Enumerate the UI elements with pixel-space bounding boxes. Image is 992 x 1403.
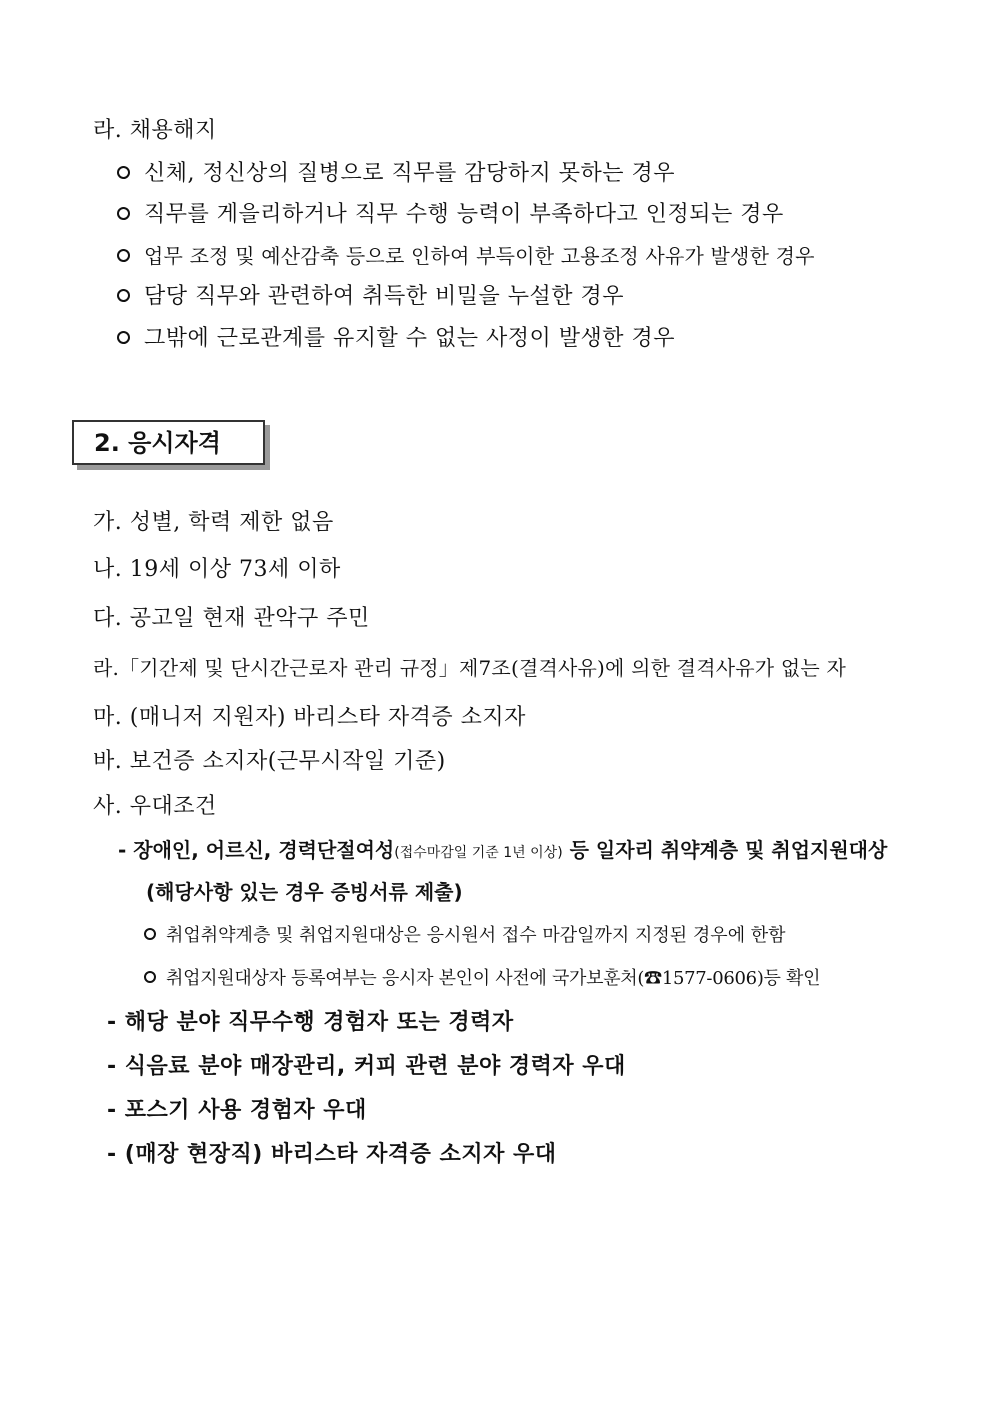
qualification-item: 사. 우대조건 — [93, 794, 217, 819]
preference-main-cont: (해당사항 있는 경우 증빙서류 제출) — [146, 880, 463, 904]
preference-sub-item: 취업지원대상자 등록여부는 응시자 본인이 사전에 국가보훈처(☎1577-0606)등 확인 — [144, 964, 820, 994]
termination-item: 신체, 정신상의 질병으로 직무를 감당하지 못하는 경우 — [117, 159, 675, 189]
termination-item: 직무를 게을리하거나 직무 수행 능력이 부족하다고 인정되는 경우 — [117, 200, 784, 230]
bullet-circle-icon — [144, 971, 156, 983]
termination-heading: 라. 채용해지 — [93, 118, 217, 143]
termination-item: 담당 직무와 관련하여 취득한 비밀을 누설한 경우 — [117, 282, 624, 312]
preference-extra-item: - 식음료 분야 매장관리, 커피 관련 분야 경력자 우대 — [107, 1054, 626, 1079]
preference-extra-item: - 포스기 사용 경험자 우대 — [107, 1098, 367, 1123]
termination-item: 업무 조정 및 예산감축 등으로 인하여 부득이한 고용조정 사유가 발생한 경우 — [117, 241, 815, 271]
qualification-item: 가. 성별, 학력 제한 없음 — [93, 510, 334, 535]
bullet-circle-icon — [117, 166, 130, 179]
qualification-item: 바. 보건증 소지자(근무시작일 기준) — [93, 749, 446, 774]
bullet-circle-icon — [117, 249, 130, 262]
qualification-item: 다. 공고일 현재 관악구 주민 — [93, 606, 370, 631]
preference-extra-item: - 해당 분야 직무수행 경험자 또는 경력자 — [107, 1010, 514, 1035]
preference-main: - 장애인, 어르신, 경력단절여성(접수마감일 기준 1년 이상) 등 일자리 취약계층 및 취업지원대상 — [118, 838, 888, 862]
bullet-circle-icon — [117, 331, 130, 344]
bullet-circle-icon — [144, 928, 156, 940]
bullet-circle-icon — [117, 207, 130, 220]
qualification-item: 라.「기간제 및 단시간근로자 관리 규정」제7조(결격사유)에 의한 결격사유가 없는 자 — [93, 656, 846, 680]
termination-item: 그밖에 근로관계를 유지할 수 없는 사정이 발생한 경우 — [117, 324, 675, 354]
preference-sub-item: 취업취약계층 및 취업지원대상은 응시원서 접수 마감일까지 지정된 경우에 한함 — [144, 921, 786, 951]
section-title-box — [72, 420, 265, 465]
qualification-item: 마. (매니저 지원자) 바리스타 자격증 소지자 — [93, 705, 526, 730]
preference-extra-item: - (매장 현장직) 바리스타 자격증 소지자 우대 — [107, 1142, 557, 1167]
section-title: 2. 응시자격 — [94, 429, 221, 457]
qualification-item: 나. 19세 이상 73세 이하 — [93, 557, 341, 582]
bullet-circle-icon — [117, 289, 130, 302]
